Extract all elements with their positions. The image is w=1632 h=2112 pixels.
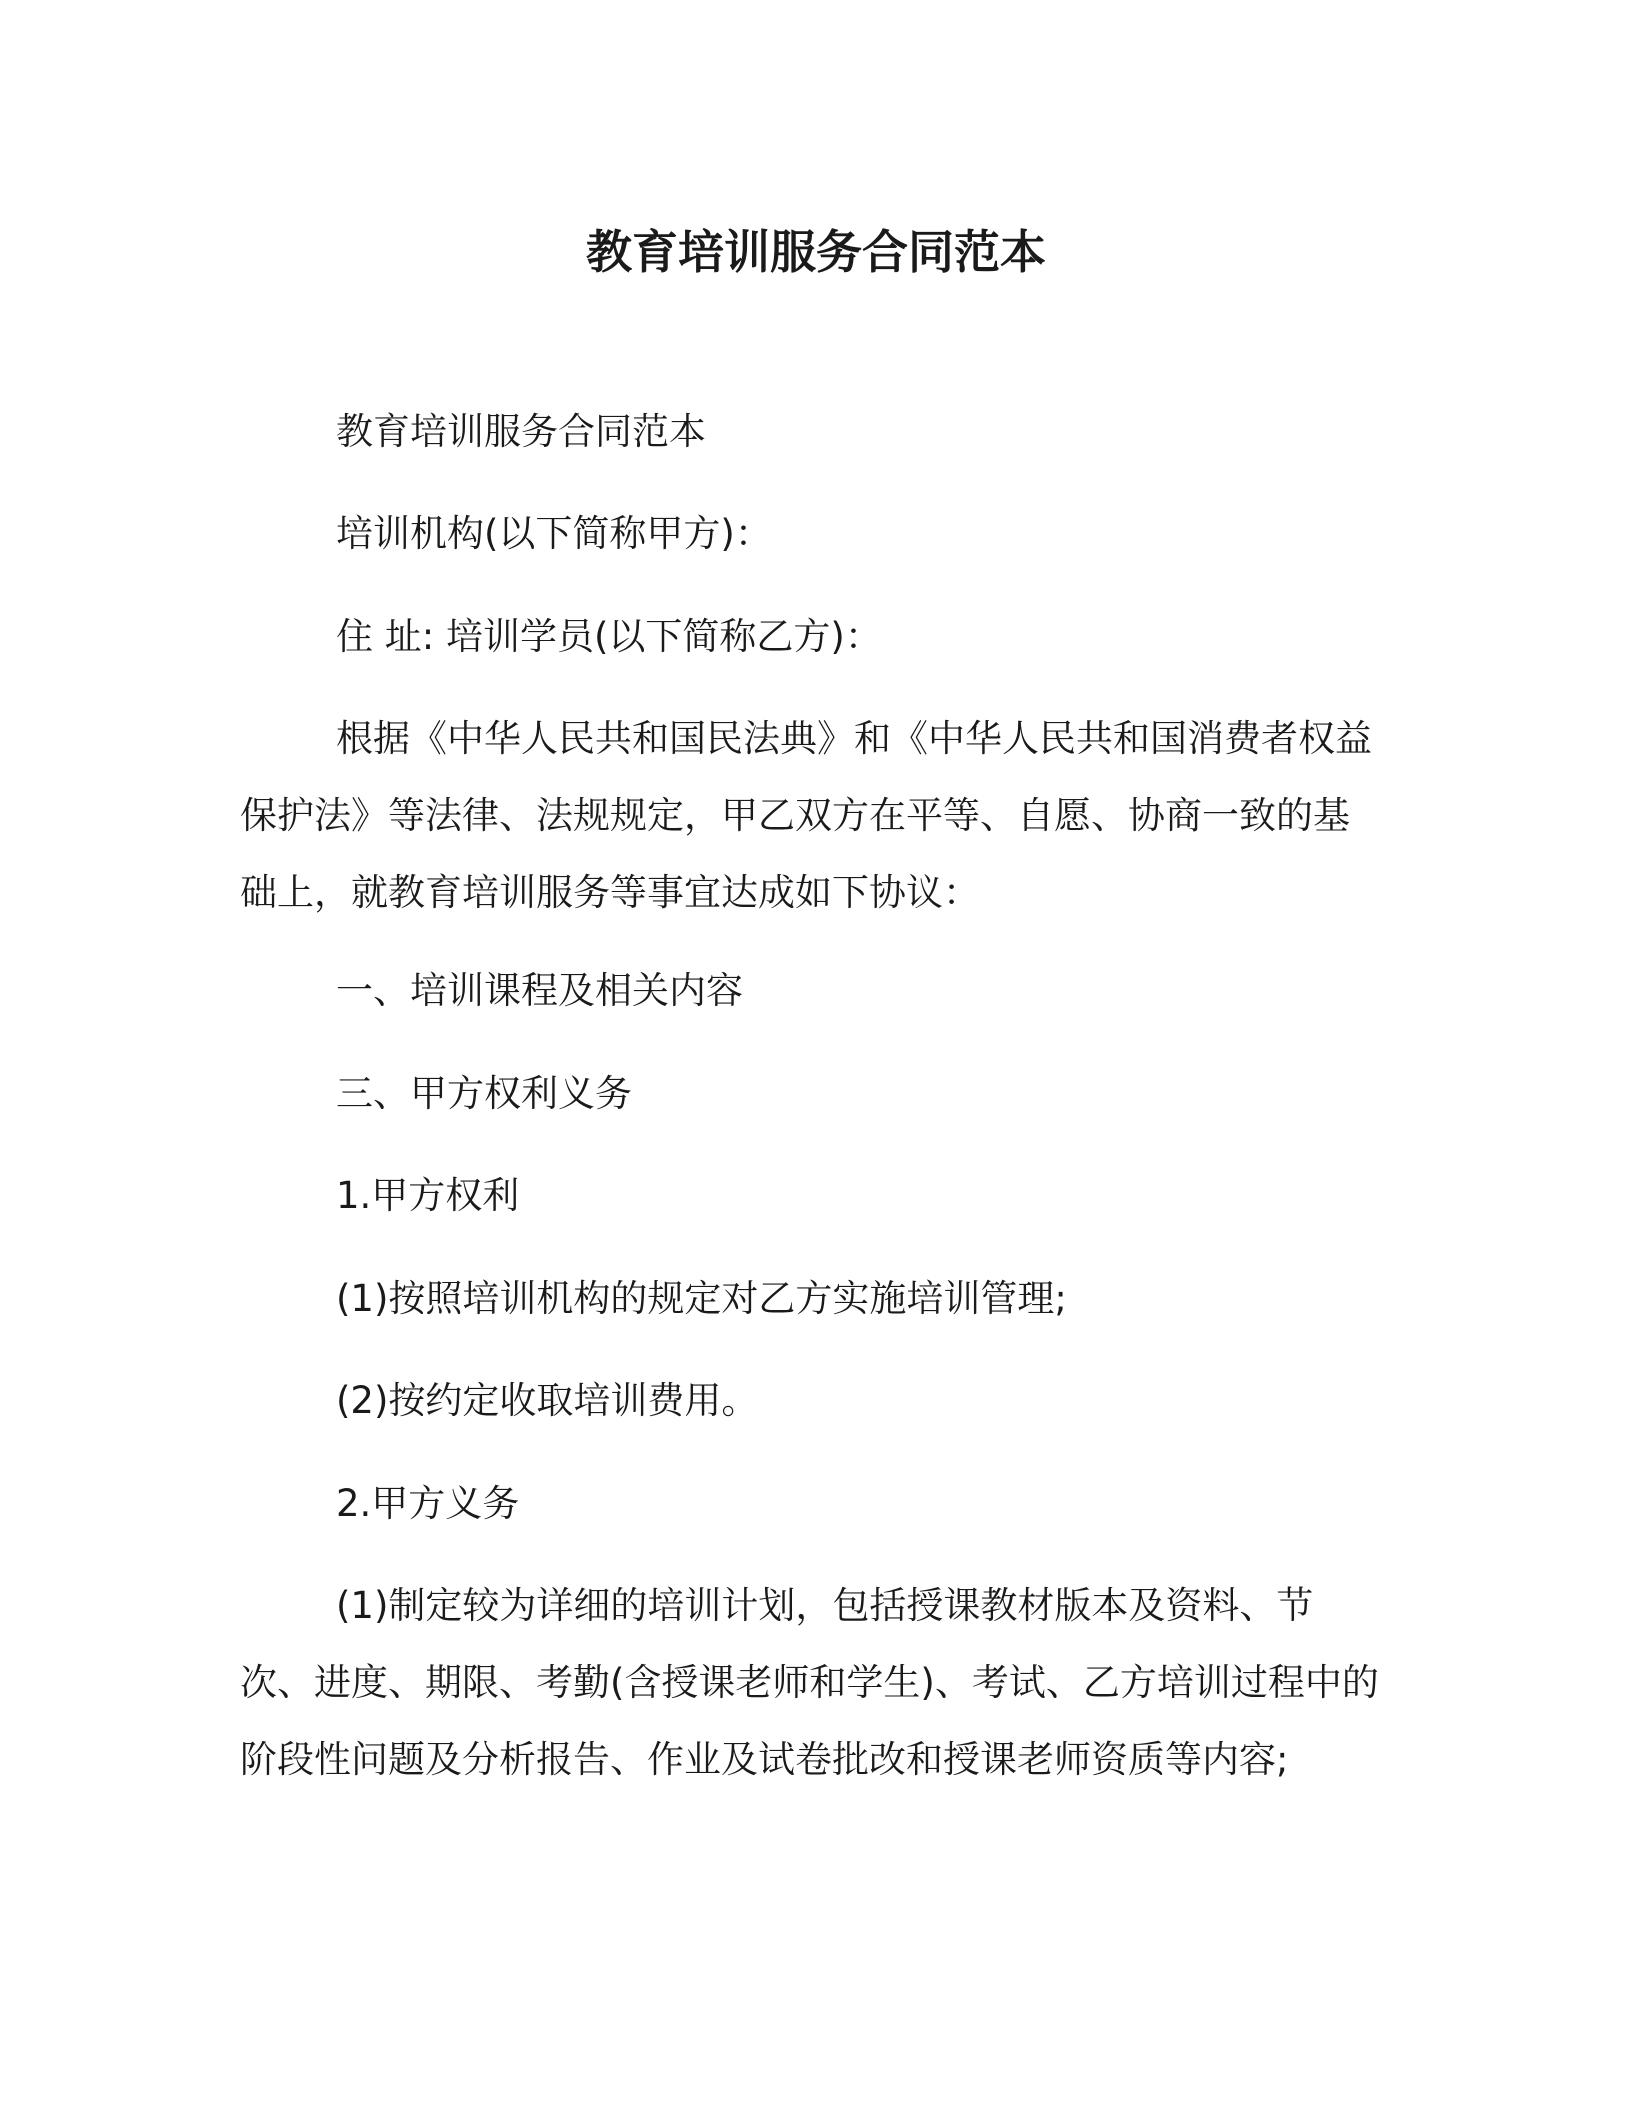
- paragraph-party-a: 培训机构(以下简称甲方)：: [336, 512, 772, 555]
- document-title: 教育培训服务合同范本: [586, 225, 1046, 279]
- list-item-duty-1: (1)制定较为详细的培训计划，包括授课教材版本及资料、节次、进度、期限、考勤(含授课老师和学生)、考试、乙方培训过程中的阶段性问题及分析报告、作业及试卷批改和授课老师资质等内容;: [240, 1584, 1379, 1781]
- paragraph-address-party-b: 住 址: 培训学员(以下简称乙方)：: [336, 615, 882, 658]
- subsection-party-a-duties: 2.甲方义务: [336, 1482, 520, 1525]
- paragraph-heading-repeat: 教育培训服务合同范本: [336, 410, 706, 453]
- subsection-party-a-rights: 1.甲方权利: [336, 1174, 520, 1217]
- paragraph-legal-basis: 根据《中华人民共和国民法典》和《中华人民共和国消费者权益保护法》等法律、法规规定，甲乙双方在平等、自愿、协商一致的基础上，就教育培训服务等事宜达成如下协议：: [240, 717, 1372, 914]
- section-heading-party-a-rights: 三、甲方权利义务: [336, 1072, 632, 1115]
- section-heading-course: 一、培训课程及相关内容: [336, 969, 743, 1012]
- list-item-right-2: (2)按约定收取培训费用。: [336, 1379, 759, 1422]
- list-item-right-1: (1)按照培训机构的规定对乙方实施培训管理;: [336, 1277, 1067, 1320]
